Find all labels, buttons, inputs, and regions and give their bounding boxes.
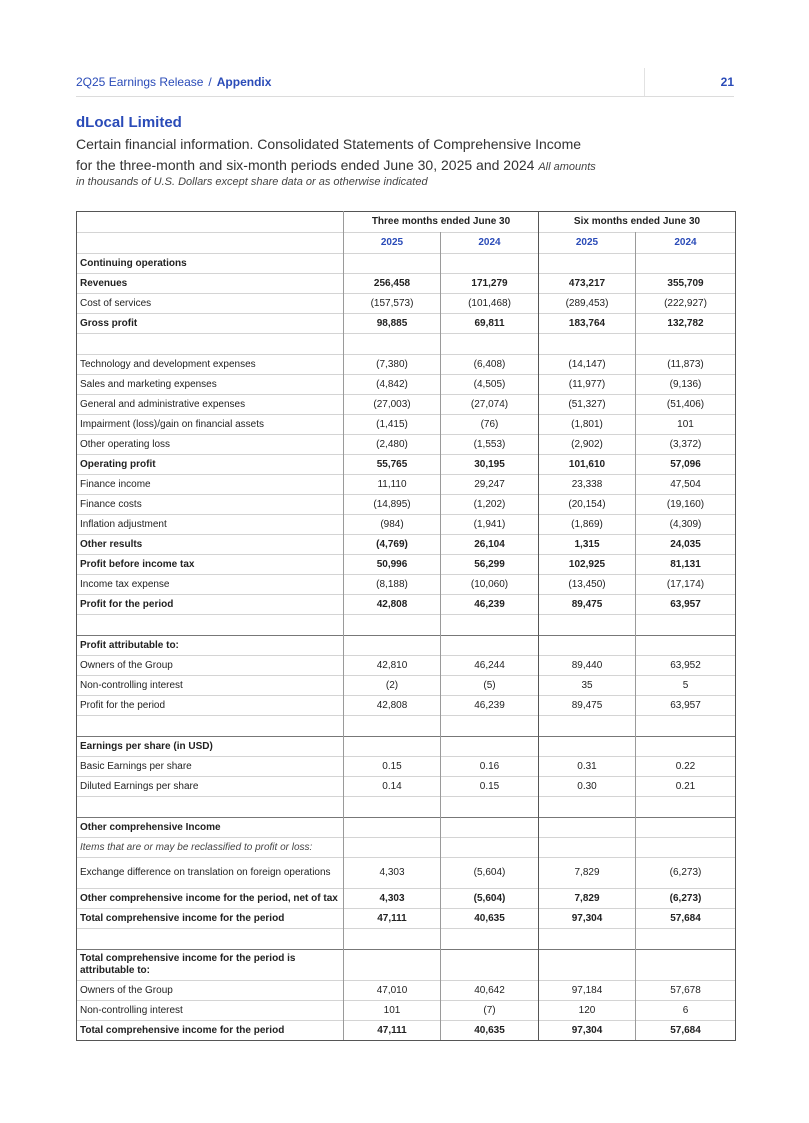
value-cell: (76): [441, 415, 539, 435]
value-cell: (20,154): [539, 495, 636, 515]
value-cell: [441, 929, 539, 950]
value-cell: 55,765: [344, 455, 441, 475]
value-cell: 40,642: [441, 981, 539, 1001]
value-cell: [539, 334, 636, 355]
value-cell: 0.21: [636, 777, 736, 797]
value-cell: 4,303: [344, 889, 441, 909]
value-cell: 46,239: [441, 595, 539, 615]
value-cell: 97,184: [539, 981, 636, 1001]
value-cell: (1,553): [441, 435, 539, 455]
year-header: 2025: [344, 233, 441, 254]
table-row: [77, 757, 736, 777]
table-row: [77, 615, 736, 636]
value-cell: 101: [344, 1001, 441, 1021]
table-row: [77, 435, 736, 455]
value-cell: 81,131: [636, 555, 736, 575]
value-cell: (6,408): [441, 355, 539, 375]
value-cell: (10,060): [441, 575, 539, 595]
value-cell: 473,217: [539, 274, 636, 294]
value-cell: [636, 254, 736, 274]
value-cell: 50,996: [344, 555, 441, 575]
value-cell: 57,096: [636, 455, 736, 475]
value-cell: 30,195: [441, 455, 539, 475]
value-cell: [539, 929, 636, 950]
row-label: Items that are or may be reclassified to profit or loss:: [77, 838, 344, 858]
row-label: Non-controlling interest: [77, 676, 344, 696]
group-header-blank: [77, 212, 344, 233]
row-label: Other comprehensive income for the period, net of tax: [77, 889, 344, 909]
value-cell: [344, 797, 441, 818]
value-cell: 29,247: [441, 475, 539, 495]
table-row: [77, 334, 736, 355]
table-row: [77, 415, 736, 435]
value-cell: (6,273): [636, 858, 736, 889]
value-cell: [539, 838, 636, 858]
value-cell: [636, 838, 736, 858]
table-row: [77, 696, 736, 716]
value-cell: 0.15: [441, 777, 539, 797]
value-cell: [344, 636, 441, 656]
value-cell: 98,885: [344, 314, 441, 334]
table-row: [77, 294, 736, 314]
value-cell: (2,480): [344, 435, 441, 455]
value-cell: 132,782: [636, 314, 736, 334]
value-cell: [636, 636, 736, 656]
table-row: [77, 716, 736, 737]
value-cell: [636, 950, 736, 981]
value-cell: 7,829: [539, 858, 636, 889]
value-cell: 101,610: [539, 455, 636, 475]
breadcrumb-section: Appendix: [216, 75, 272, 89]
value-cell: 0.16: [441, 757, 539, 777]
value-cell: 97,304: [539, 1021, 636, 1041]
value-cell: (27,003): [344, 395, 441, 415]
value-cell: (4,309): [636, 515, 736, 535]
value-cell: 47,111: [344, 1021, 441, 1041]
value-cell: 56,299: [441, 555, 539, 575]
value-cell: (9,136): [636, 375, 736, 395]
value-cell: [344, 716, 441, 737]
row-label: Gross profit: [77, 314, 344, 334]
value-cell: 57,678: [636, 981, 736, 1001]
value-cell: [344, 929, 441, 950]
table-row: [77, 495, 736, 515]
value-cell: [441, 716, 539, 737]
group-header-six-months: Six months ended June 30: [539, 212, 736, 233]
value-cell: (4,769): [344, 535, 441, 555]
table-row: [77, 515, 736, 535]
value-cell: 23,338: [539, 475, 636, 495]
value-cell: (4,505): [441, 375, 539, 395]
row-label: Total comprehensive income for the period is attributable to:: [77, 950, 344, 981]
header-divider: [644, 68, 645, 96]
row-label: Other results: [77, 535, 344, 555]
value-cell: 97,304: [539, 909, 636, 929]
row-label: Revenues: [77, 274, 344, 294]
breadcrumb-separator: /: [208, 75, 212, 89]
row-label: Other operating loss: [77, 435, 344, 455]
value-cell: [441, 797, 539, 818]
income-statement-table: [76, 211, 736, 1041]
year-header: 2024: [636, 233, 736, 254]
value-cell: [539, 254, 636, 274]
value-cell: 256,458: [344, 274, 441, 294]
table-row: [77, 555, 736, 575]
amounts-note-continued: in thousands of U.S. Dollars except share data or as otherwise indicated: [76, 176, 428, 188]
table-row: [77, 274, 736, 294]
table-row: [77, 1001, 736, 1021]
value-cell: [636, 737, 736, 757]
value-cell: [344, 334, 441, 355]
row-label: Income tax expense: [77, 575, 344, 595]
value-cell: (7): [441, 1001, 539, 1021]
value-cell: [539, 737, 636, 757]
value-cell: [636, 334, 736, 355]
value-cell: [539, 716, 636, 737]
group-header-three-months: Three months ended June 30: [344, 212, 539, 233]
year-header-row: [77, 233, 736, 254]
row-label: Exchange difference on translation on foreign operations: [77, 858, 344, 889]
value-cell: [344, 818, 441, 838]
value-cell: [636, 797, 736, 818]
value-cell: 0.22: [636, 757, 736, 777]
value-cell: 63,957: [636, 696, 736, 716]
row-label: Finance income: [77, 475, 344, 495]
table-row: [77, 455, 736, 475]
table-row: [77, 950, 736, 981]
value-cell: 171,279: [441, 274, 539, 294]
value-cell: (5,604): [441, 858, 539, 889]
value-cell: 89,475: [539, 696, 636, 716]
value-cell: (1,941): [441, 515, 539, 535]
value-cell: [344, 254, 441, 274]
value-cell: (222,927): [636, 294, 736, 314]
value-cell: (51,406): [636, 395, 736, 415]
table-row: [77, 535, 736, 555]
value-cell: 1,315: [539, 535, 636, 555]
year-header: 2025: [539, 233, 636, 254]
value-cell: 0.30: [539, 777, 636, 797]
value-cell: 47,010: [344, 981, 441, 1001]
table-row: [77, 797, 736, 818]
value-cell: (1,415): [344, 415, 441, 435]
value-cell: [636, 716, 736, 737]
amounts-note: All amounts: [538, 161, 596, 173]
value-cell: (27,074): [441, 395, 539, 415]
row-label: Profit for the period: [77, 595, 344, 615]
value-cell: [344, 615, 441, 636]
row-label: [77, 615, 344, 636]
value-cell: 26,104: [441, 535, 539, 555]
value-cell: [539, 636, 636, 656]
table-row: [77, 889, 736, 909]
value-cell: (2,902): [539, 435, 636, 455]
value-cell: (19,160): [636, 495, 736, 515]
value-cell: (101,468): [441, 294, 539, 314]
table-row: [77, 375, 736, 395]
row-label: Cost of services: [77, 294, 344, 314]
value-cell: 6: [636, 1001, 736, 1021]
value-cell: (2): [344, 676, 441, 696]
table-row: [77, 395, 736, 415]
table-row: [77, 595, 736, 615]
value-cell: [344, 737, 441, 757]
row-label: Operating profit: [77, 455, 344, 475]
table-row: [77, 929, 736, 950]
value-cell: (984): [344, 515, 441, 535]
value-cell: 40,635: [441, 1021, 539, 1041]
value-cell: 0.14: [344, 777, 441, 797]
value-cell: 57,684: [636, 1021, 736, 1041]
table-row: [77, 575, 736, 595]
company-name: dLocal Limited: [76, 114, 182, 131]
table-row: [77, 858, 736, 889]
table-row: [77, 1021, 736, 1041]
table-row: [77, 314, 736, 334]
row-label: Profit attributable to:: [77, 636, 344, 656]
value-cell: (14,895): [344, 495, 441, 515]
value-cell: 57,684: [636, 909, 736, 929]
row-label: Total comprehensive income for the period: [77, 1021, 344, 1041]
row-label: [77, 797, 344, 818]
value-cell: (51,327): [539, 395, 636, 415]
value-cell: (11,977): [539, 375, 636, 395]
value-cell: 63,957: [636, 595, 736, 615]
value-cell: 11,110: [344, 475, 441, 495]
table-row: [77, 254, 736, 274]
value-cell: 7,829: [539, 889, 636, 909]
statement-title: [76, 134, 636, 178]
value-cell: (14,147): [539, 355, 636, 375]
value-cell: [441, 737, 539, 757]
value-cell: [441, 334, 539, 355]
year-header: 2024: [441, 233, 539, 254]
row-label: [77, 929, 344, 950]
value-cell: 42,808: [344, 595, 441, 615]
value-cell: (5): [441, 676, 539, 696]
value-cell: (1,801): [539, 415, 636, 435]
table-row: [77, 475, 736, 495]
value-cell: 46,239: [441, 696, 539, 716]
row-label: Earnings per share (in USD): [77, 737, 344, 757]
table-row: [77, 981, 736, 1001]
row-label: Profit for the period: [77, 696, 344, 716]
value-cell: [344, 838, 441, 858]
value-cell: 183,764: [539, 314, 636, 334]
table-row: [77, 777, 736, 797]
value-cell: 120: [539, 1001, 636, 1021]
row-label: Continuing operations: [77, 254, 344, 274]
row-label: [77, 334, 344, 355]
value-cell: (17,174): [636, 575, 736, 595]
table-row: [77, 676, 736, 696]
value-cell: (1,202): [441, 495, 539, 515]
value-cell: [441, 636, 539, 656]
value-cell: 42,810: [344, 656, 441, 676]
value-cell: [539, 950, 636, 981]
row-label: Technology and development expenses: [77, 355, 344, 375]
value-cell: [539, 797, 636, 818]
breadcrumb-report: 2Q25 Earnings Release: [76, 75, 204, 89]
value-cell: (11,873): [636, 355, 736, 375]
value-cell: [441, 838, 539, 858]
value-cell: 89,440: [539, 656, 636, 676]
value-cell: 42,808: [344, 696, 441, 716]
row-label: [77, 716, 344, 737]
value-cell: 102,925: [539, 555, 636, 575]
title-line-2: [76, 155, 636, 178]
row-label: Impairment (loss)/gain on financial assets: [77, 415, 344, 435]
row-label: Inflation adjustment: [77, 515, 344, 535]
row-label: Owners of the Group: [77, 656, 344, 676]
value-cell: (4,842): [344, 375, 441, 395]
title-line-2-text: for the three-month and six-month periods ended June 30, 2025 and 2024: [76, 157, 535, 173]
row-label: Owners of the Group: [77, 981, 344, 1001]
value-cell: 0.31: [539, 757, 636, 777]
value-cell: [636, 929, 736, 950]
table-row: [77, 656, 736, 676]
value-cell: 89,475: [539, 595, 636, 615]
value-cell: (8,188): [344, 575, 441, 595]
table-row: [77, 636, 736, 656]
value-cell: 0.15: [344, 757, 441, 777]
table-row: [77, 838, 736, 858]
value-cell: 40,635: [441, 909, 539, 929]
value-cell: (13,450): [539, 575, 636, 595]
value-cell: (5,604): [441, 889, 539, 909]
row-label: Finance costs: [77, 495, 344, 515]
row-label: Diluted Earnings per share: [77, 777, 344, 797]
value-cell: 46,244: [441, 656, 539, 676]
row-label: Other comprehensive Income: [77, 818, 344, 838]
value-cell: [441, 950, 539, 981]
row-label: Basic Earnings per share: [77, 757, 344, 777]
value-cell: 5: [636, 676, 736, 696]
value-cell: [539, 615, 636, 636]
row-label: Total comprehensive income for the period: [77, 909, 344, 929]
row-label: Sales and marketing expenses: [77, 375, 344, 395]
value-cell: (7,380): [344, 355, 441, 375]
value-cell: [636, 818, 736, 838]
page-number: 21: [720, 75, 734, 89]
value-cell: [441, 615, 539, 636]
value-cell: 63,952: [636, 656, 736, 676]
row-label: General and administrative expenses: [77, 395, 344, 415]
value-cell: 69,811: [441, 314, 539, 334]
value-cell: [636, 615, 736, 636]
page-header: [76, 68, 734, 97]
value-cell: (157,573): [344, 294, 441, 314]
value-cell: [344, 950, 441, 981]
value-cell: 47,504: [636, 475, 736, 495]
value-cell: 355,709: [636, 274, 736, 294]
value-cell: (1,869): [539, 515, 636, 535]
value-cell: [539, 818, 636, 838]
row-label: Profit before income tax: [77, 555, 344, 575]
value-cell: (3,372): [636, 435, 736, 455]
value-cell: 24,035: [636, 535, 736, 555]
row-label: Non-controlling interest: [77, 1001, 344, 1021]
value-cell: 35: [539, 676, 636, 696]
title-line-1: Certain financial information. Consolidated Statements of Comprehensive Income: [76, 136, 582, 152]
table-row: [77, 818, 736, 838]
value-cell: (289,453): [539, 294, 636, 314]
value-cell: 101: [636, 415, 736, 435]
period-group-row: [77, 212, 736, 233]
value-cell: (6,273): [636, 889, 736, 909]
year-header-blank: [77, 233, 344, 254]
table-row: [77, 737, 736, 757]
value-cell: [441, 818, 539, 838]
value-cell: [441, 254, 539, 274]
value-cell: 47,111: [344, 909, 441, 929]
breadcrumb: [76, 75, 271, 89]
table-row: [77, 355, 736, 375]
table-row: [77, 909, 736, 929]
value-cell: 4,303: [344, 858, 441, 889]
